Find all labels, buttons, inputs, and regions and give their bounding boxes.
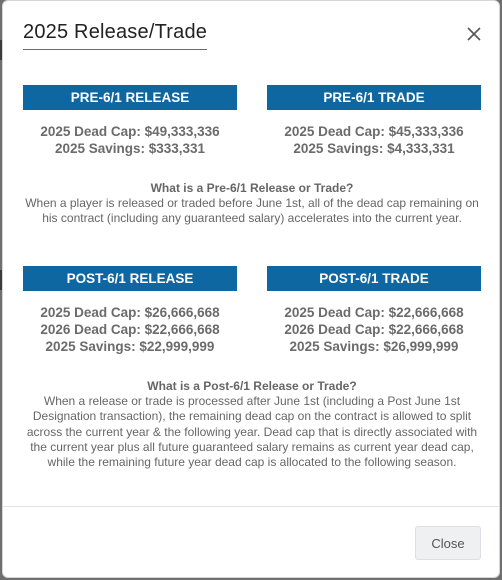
pre-question: What is a Pre-6/1 Release or Trade? (150, 181, 354, 195)
post-question: What is a Post-6/1 Release or Trade? (147, 379, 357, 393)
post-release-dead-cap-2026: 2026 Dead Cap: $22,666,668 (40, 322, 220, 337)
post-trade-dead-cap-2026: 2026 Dead Cap: $22,666,668 (284, 322, 464, 337)
post-trade-savings: 2025 Savings: $26,999,999 (289, 339, 459, 354)
post-release-card (23, 266, 237, 355)
pre-release-dead-cap: 2025 Dead Cap: $49,333,336 (40, 124, 220, 139)
close-icon[interactable] (463, 23, 485, 45)
modal-title: 2025 Release/Trade (23, 21, 207, 50)
pre-trade-dead-cap: 2025 Dead Cap: $45,333,336 (284, 124, 464, 139)
pre-section (3, 85, 499, 175)
pre-trade-header: PRE-6/1 TRADE (267, 85, 481, 110)
post-trade-card (267, 266, 481, 355)
post-release-header: POST-6/1 RELEASE (23, 266, 237, 291)
pre-trade-savings: 2025 Savings: $4,333,331 (293, 141, 455, 156)
post-release-dead-cap-2025: 2025 Dead Cap: $26,666,668 (40, 305, 220, 320)
release-trade-modal (2, 0, 500, 578)
pre-trade-card (267, 85, 481, 157)
pre-release-header: PRE-6/1 RELEASE (23, 85, 237, 110)
post-release-savings: 2025 Savings: $22,999,999 (45, 339, 215, 354)
pre-release-savings: 2025 Savings: $333,331 (54, 141, 206, 156)
post-section (3, 266, 499, 366)
post-explanation-text: When a release or trade is processed after June 1st (including a Post June 1st Designation transaction), the remaining dead cap on the contract is allowed to split across the current year & the following year. Dead cap that is directly associated with the current year plus all future guaranteed salary remains as current year dead cap, while the remaining future year dead cap is allocated to the following season. (26, 394, 478, 470)
pre-explanation (23, 181, 481, 227)
pre-release-card (23, 85, 237, 157)
post-explanation (23, 379, 481, 470)
close-button[interactable]: Close (415, 526, 481, 560)
post-trade-header: POST-6/1 TRADE (267, 266, 481, 291)
modal-header (3, 1, 499, 67)
post-trade-dead-cap-2025: 2025 Dead Cap: $22,666,668 (284, 305, 464, 320)
footer-divider (3, 506, 499, 507)
pre-explanation-text: When a player is released or traded before June 1st, all of the dead cap remaining on his contract (including any guaranteed salary) accelerates into the current year. (25, 196, 479, 226)
